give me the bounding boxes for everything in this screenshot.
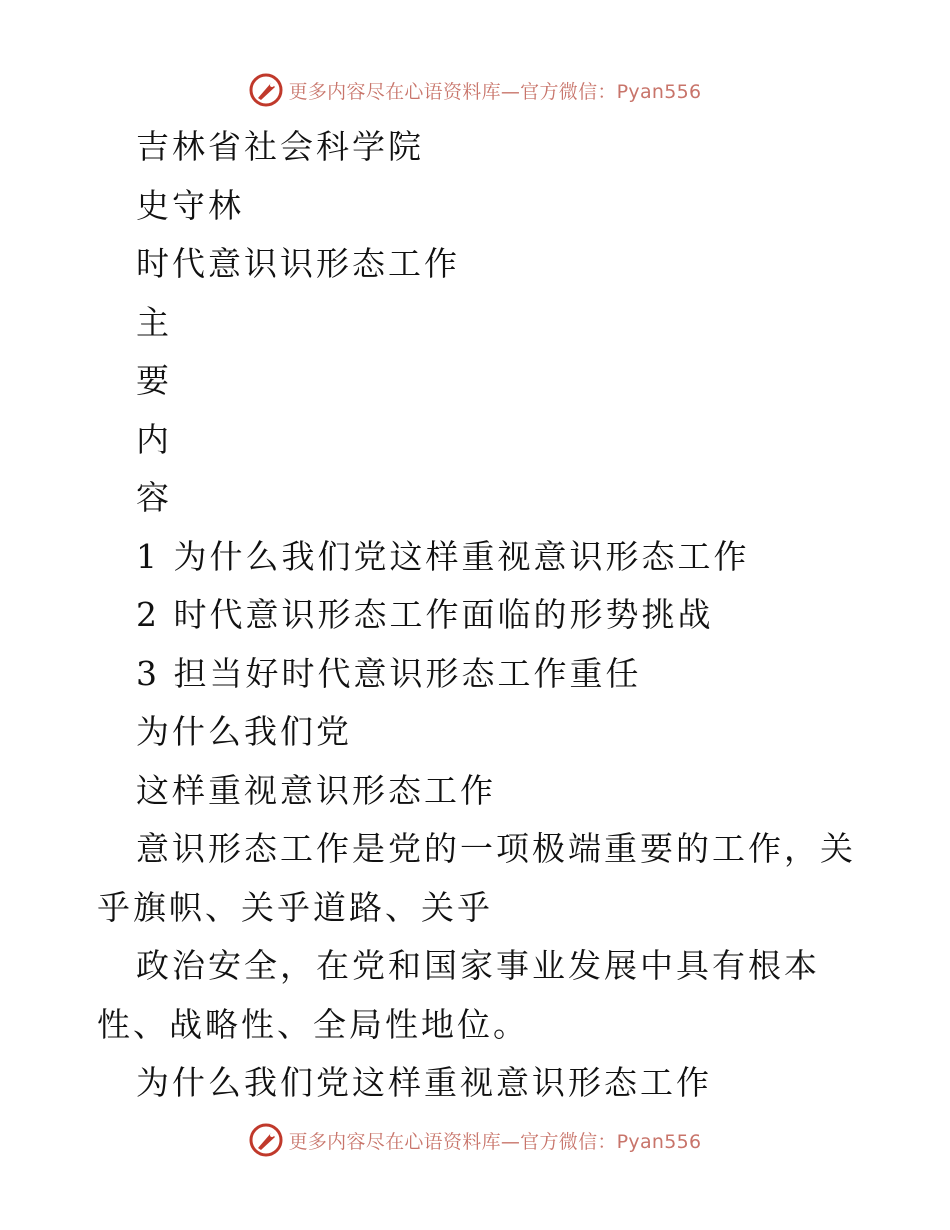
pen-nib-logo-icon: [249, 73, 283, 107]
body-paragraph-2: 政治安全，在党和国家事业发展中具有根本性、战略性、全局性地位。: [97, 946, 820, 1044]
heading-char-3: 内: [136, 419, 172, 459]
heading-char-1: 主: [136, 302, 172, 342]
document-body: [97, 118, 857, 1113]
section-heading-line-1: 为什么我们党: [136, 712, 352, 751]
outline-item-1: 1 为什么我们党这样重视意识形态工作: [136, 536, 750, 576]
document-title: 时代意识识形态工作: [136, 244, 460, 283]
heading-char-4: 容: [136, 478, 172, 517]
pen-nib-logo-icon: [249, 1123, 283, 1157]
outline-item-3: 3 担当好时代意识形态工作重任: [136, 653, 642, 693]
body-paragraph-1: 意识形态工作是党的一项极端重要的工作，关乎旗帜、关乎道路、关乎: [97, 829, 856, 927]
section-heading-repeat: 为什么我们党这样重视意识形态工作: [136, 1063, 712, 1102]
footer-watermark-banner: [0, 1120, 950, 1160]
heading-char-2: 要: [136, 361, 172, 400]
watermark-text: 更多内容尽在心语资料库—官方微信：Pyan556: [288, 1130, 702, 1153]
section-heading-line-2: 这样重视意识形态工作: [136, 770, 496, 810]
author-line: 史守林: [136, 185, 244, 225]
institution-line: 吉林省社会科学院: [136, 127, 424, 166]
outline-item-2: 2 时代意识形态工作面临的形势挑战: [136, 595, 714, 634]
header-watermark-banner: [0, 70, 950, 110]
watermark-text: 更多内容尽在心语资料库—官方微信：Pyan556: [288, 80, 702, 103]
